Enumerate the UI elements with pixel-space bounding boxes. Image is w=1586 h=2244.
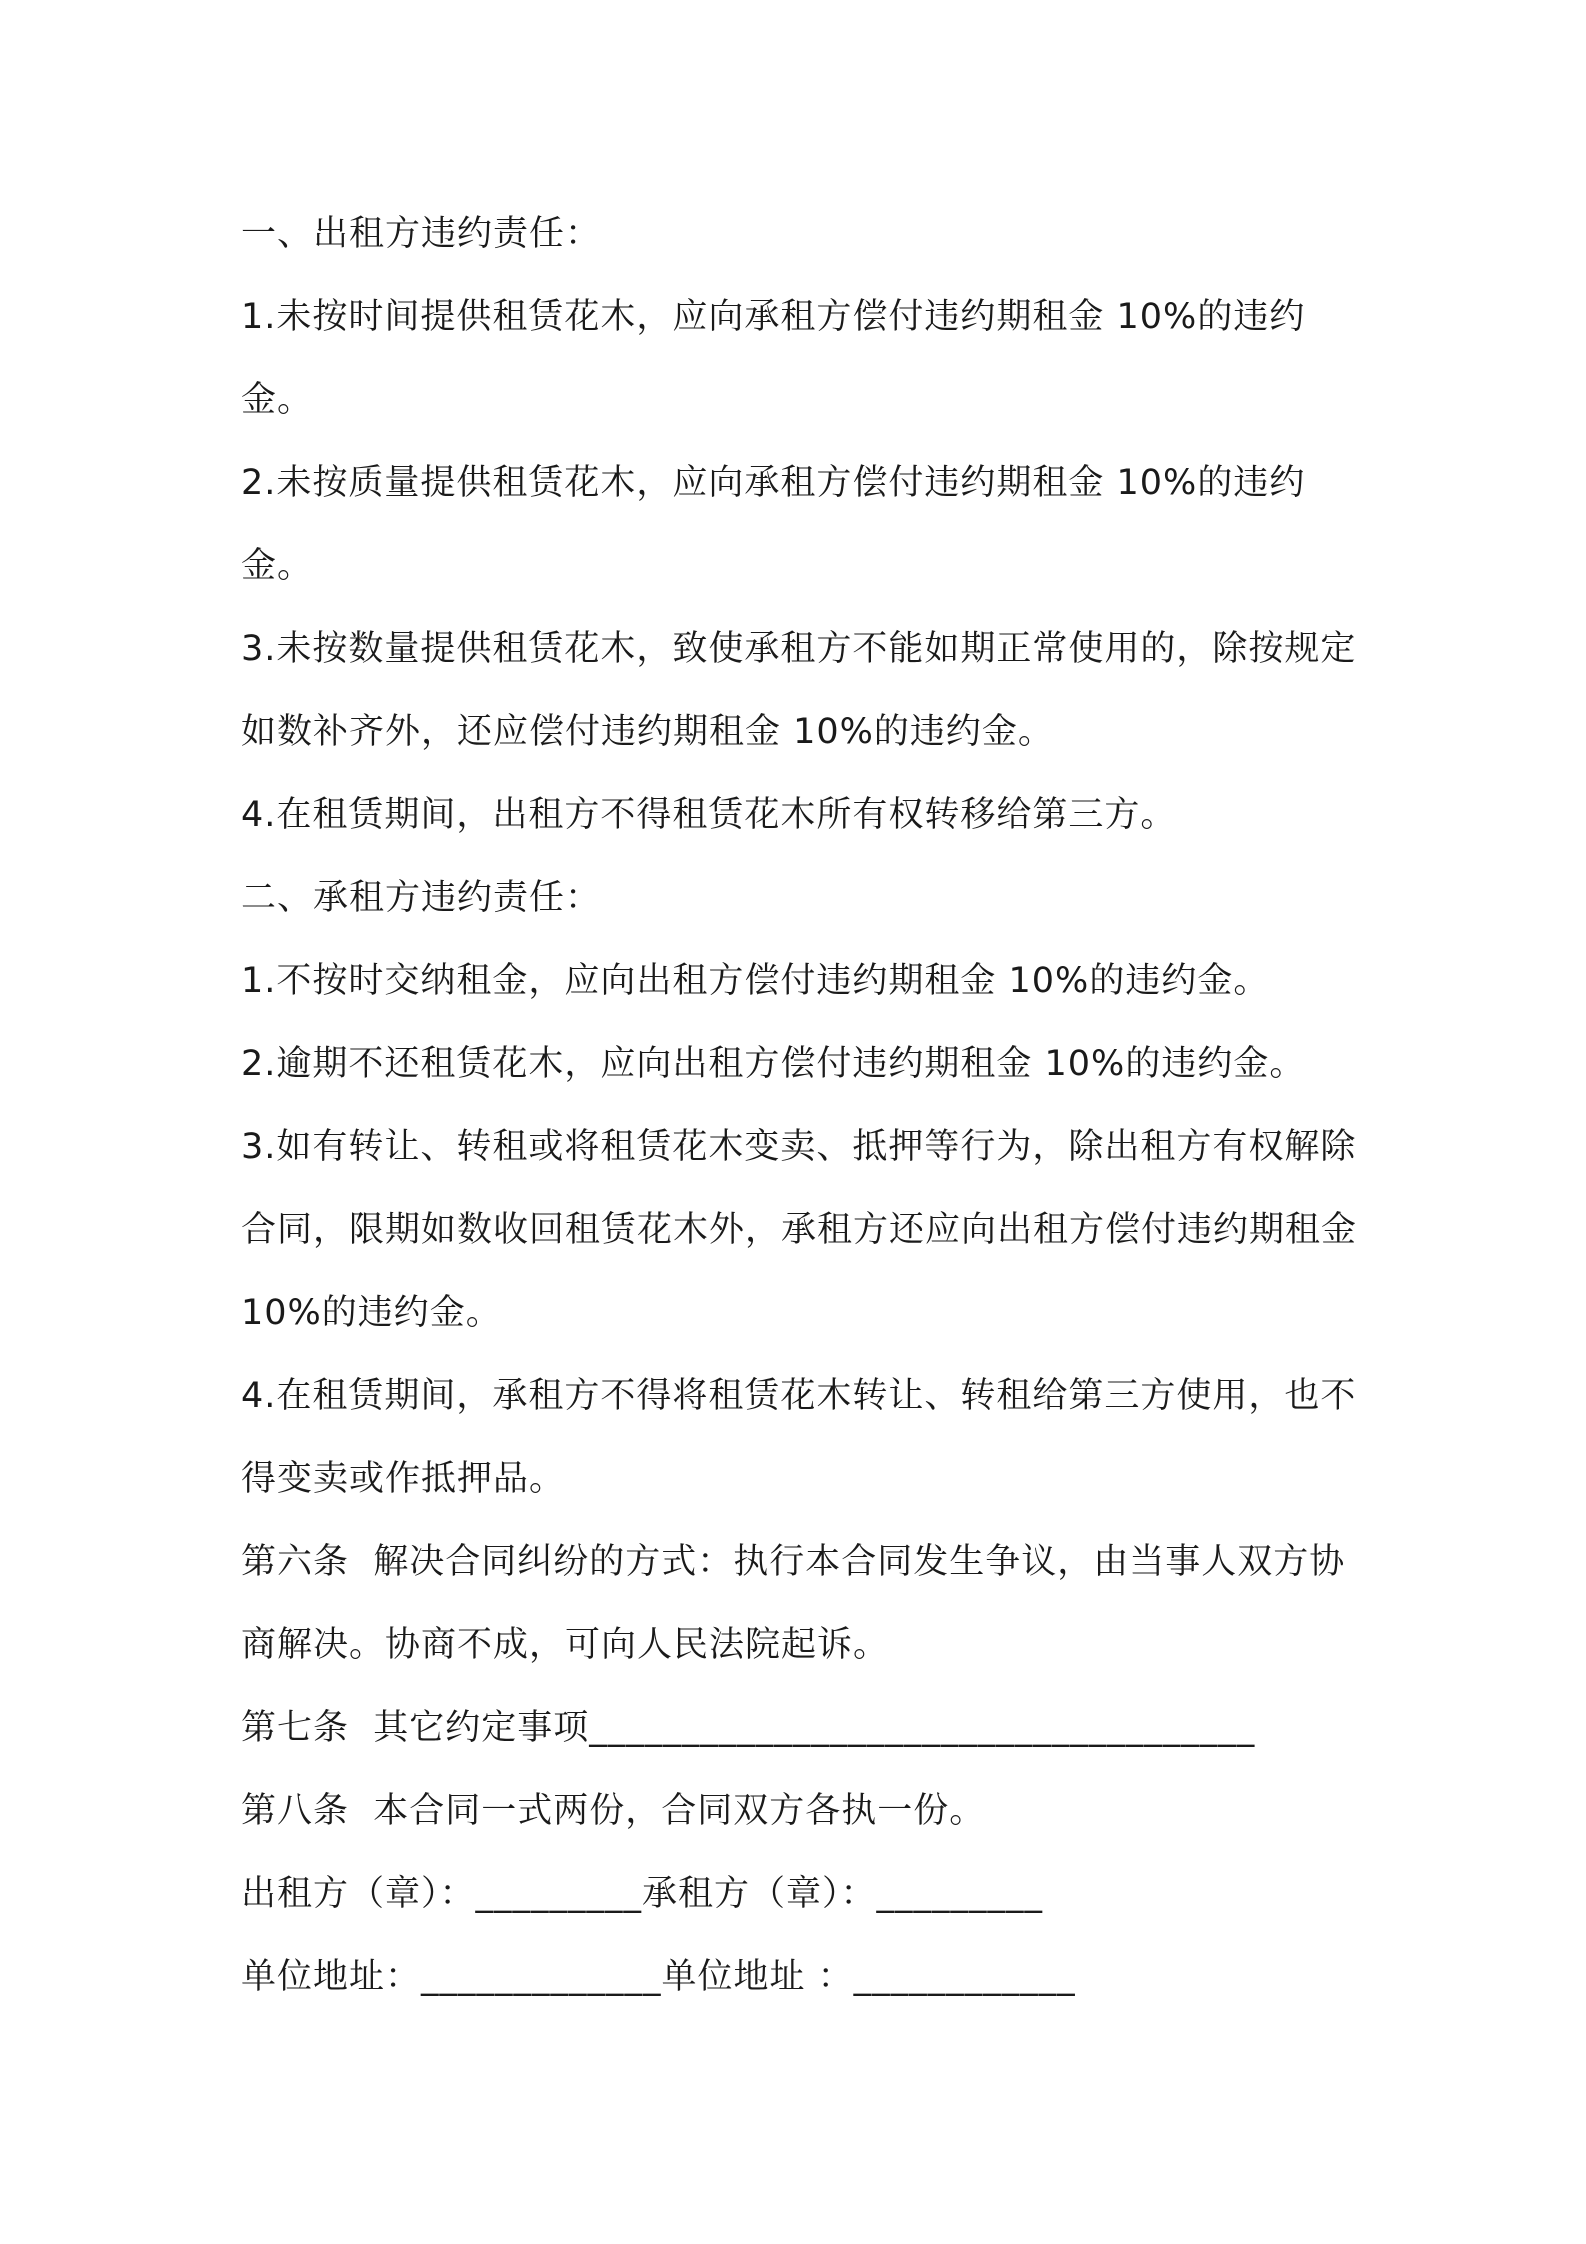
signature-line-seals: 出租方（章）：_________承租方（章）：_________	[241, 1874, 1044, 1914]
lessor-clause-3: 3.未按数量提供租赁花木，致使承租方不能如期正常使用的，除按规定如数补齐外，还应偿付违约期租金 10%的违约金。	[241, 629, 1357, 752]
document-body	[241, 193, 1370, 2019]
lessee-clause-3: 3.如有转让、转租或将租赁花木变卖、抵押等行为，除出租方有权解除合同，限期如数收回租赁花木外，承租方还应向出租方偿付违约期租金 10%的违约金。	[241, 1127, 1370, 1333]
lessee-clause-4: 4.在租赁期间，承租方不得将租赁花木转让、转租给第三方使用，也不得变卖或作抵押品。	[241, 1376, 1357, 1499]
article-8-copies: 第八条 本合同一式两份，合同双方各执一份。	[241, 1791, 986, 1831]
lessor-clause-1: 1.未按时间提供租赁花木，应向承租方偿付违约期租金 10%的违约金。	[241, 297, 1306, 420]
lessor-clause-2: 2.未按质量提供租赁花木，应向承租方偿付违约期租金 10%的违约金。	[241, 463, 1306, 586]
lessee-clause-2: 2.逾期不还租赁花木，应向出租方偿付违约期租金 10%的违约金。	[241, 1044, 1306, 1084]
section-heading-lessor-liability: 一、出租方违约责任：	[241, 214, 602, 254]
article-7-other-terms: 第七条 其它约定事项____________________________________	[241, 1708, 1256, 1748]
article-6-dispute-resolution: 第六条 解决合同纠纷的方式：执行本合同发生争议，由当事人双方协商解决。协商不成，可向人民法院起诉。	[241, 1542, 1346, 1665]
lessee-clause-1: 1.不按时交纳租金，应向出租方偿付违约期租金 10%的违约金。	[241, 961, 1270, 1001]
section-heading-lessee-liability: 二、承租方违约责任：	[241, 878, 602, 918]
signature-line-addresses: 单位地址：_____________单位地址 ：____________	[241, 1957, 1076, 1997]
lessor-clause-4: 4.在租赁期间，出租方不得租赁花木所有权转移给第三方。	[241, 795, 1177, 835]
